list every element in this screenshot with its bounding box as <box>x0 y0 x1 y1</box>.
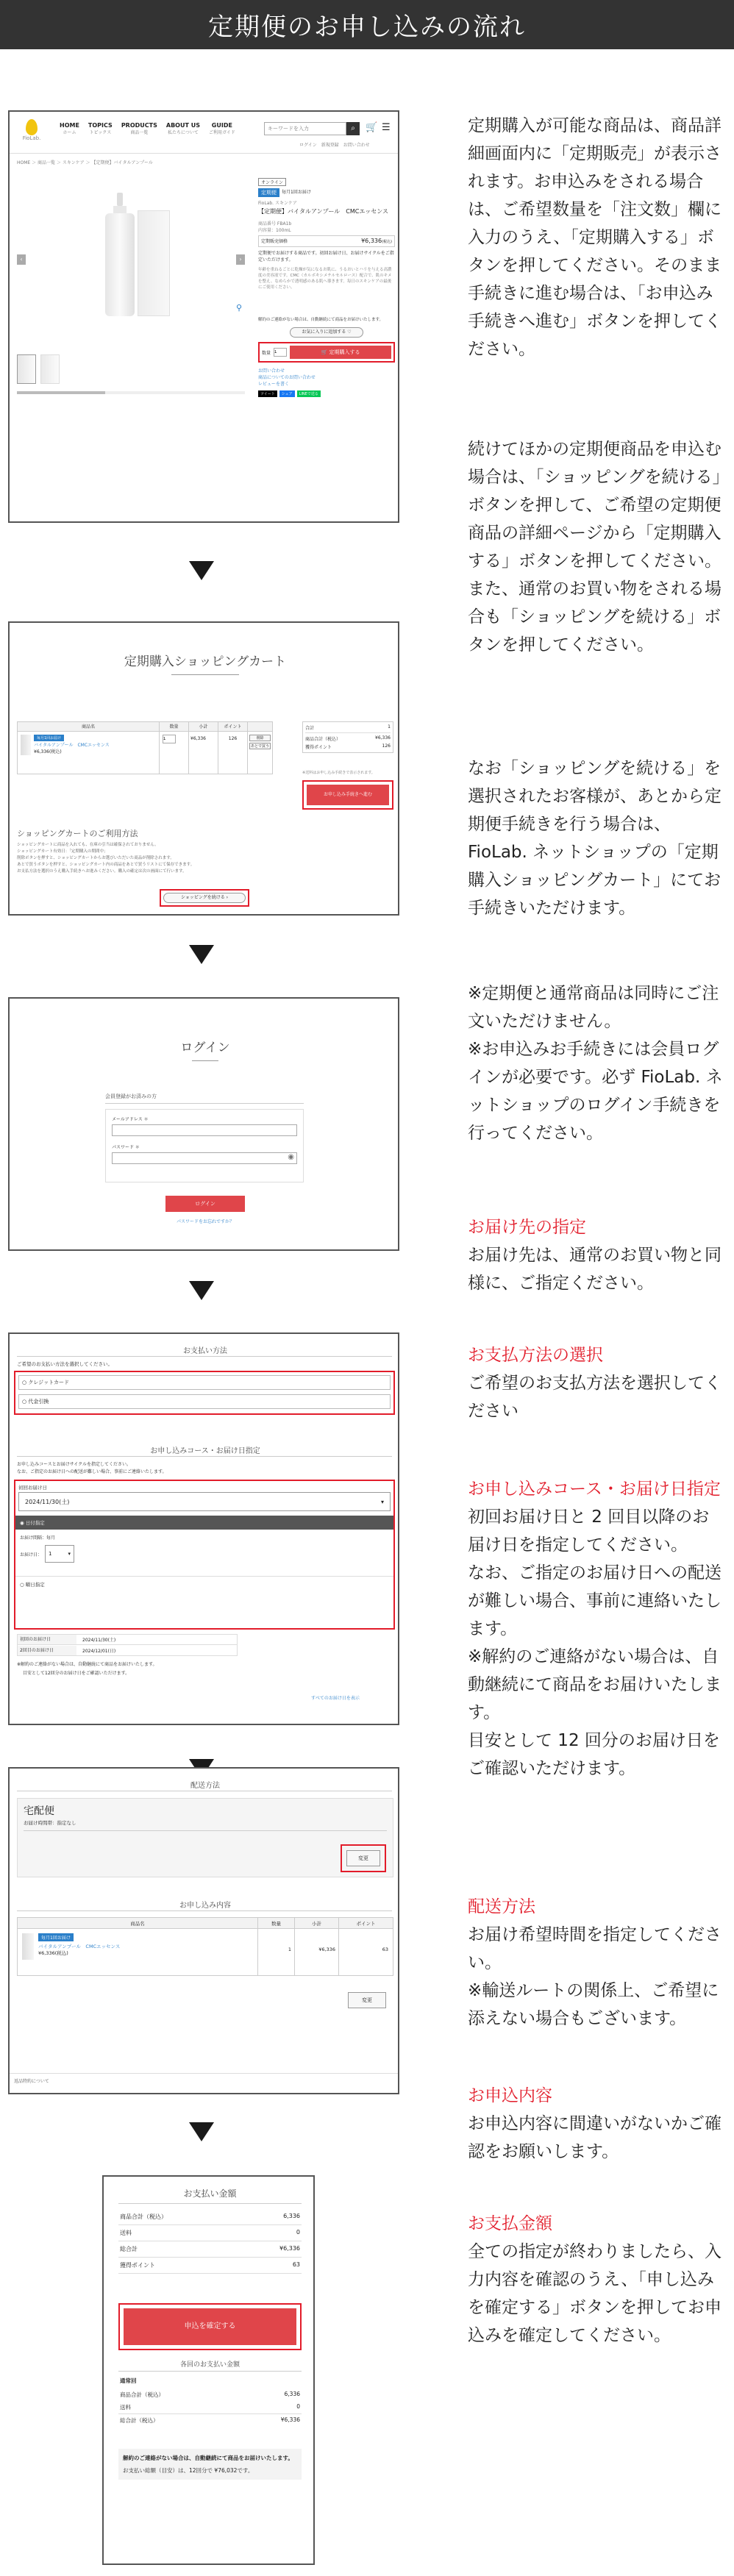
quantity-input[interactable] <box>274 348 287 357</box>
date-option-selected[interactable] <box>15 1516 393 1530</box>
course-note-1: お申し込みコースとお届けサイクルを指定してください。 <box>17 1462 131 1467</box>
col-points: ポイント <box>218 722 247 731</box>
table-row <box>17 1929 393 1976</box>
shipping-note: ※送料はお申し込み手続きで表示されます。 <box>302 771 375 775</box>
confirm-box <box>118 2303 302 2350</box>
price-value: ¥6,336 <box>361 238 382 244</box>
goods-total: 6,336 <box>283 2213 300 2219</box>
explanation-10 <box>468 2210 725 2350</box>
bottle-image <box>105 193 135 316</box>
line-button[interactable]: LINEで送る <box>297 390 321 397</box>
link-inquiry[interactable]: お問い合わせ <box>258 368 285 374</box>
title-underline <box>171 674 239 675</box>
grand-total: ¥6,336 <box>279 2245 300 2252</box>
item-tag: 毎月1回お届け <box>34 735 64 741</box>
explanation-2b-text: また、通常のお買い物をされる場合も「ショッピングを続ける」ボタンを押してください。 <box>468 579 721 654</box>
explanation-7d-text: 目安として 12 回分のお届け日をご確認いただけます。 <box>468 1731 720 1778</box>
cart-title: 定期購入ショッピングカート <box>124 654 287 669</box>
nav-about[interactable] <box>166 122 200 135</box>
forgot-password-link[interactable]: パスワードをお忘れですか？ <box>176 1219 234 1224</box>
email-label: メールアドレス ＊ <box>112 1117 149 1122</box>
eye-icon[interactable]: ◉ <box>288 1153 294 1161</box>
payment-note: ご希望のお支払い方法を選択してください。 <box>17 1361 113 1367</box>
arrow-circle-icon: › <box>226 895 229 900</box>
each-shipping-label: 送料 <box>120 2404 131 2411</box>
cart-summary <box>302 721 393 753</box>
logo-text: FioLab. <box>22 135 41 141</box>
col-subtotal: 小計 <box>294 1918 338 1928</box>
subscription-note: 定期便でお届けする商品です。初回お届け日、お届けサイクルをご指定いただけます。 <box>258 251 394 263</box>
each-sub: 通常回 <box>120 2377 137 2384</box>
save-later-button[interactable]: あとで買う <box>250 744 269 749</box>
heading-order-contents: お申込内容 <box>468 2086 552 2105</box>
col-name: 商品名 <box>130 1921 145 1927</box>
explanation-4-text: ※定期便と通常商品は同時にご注文いただけません。 <box>468 984 719 1031</box>
note-box <box>118 2449 302 2480</box>
thumb-scrollbar[interactable] <box>17 391 245 394</box>
password-field[interactable] <box>112 1152 297 1164</box>
subscribe-button[interactable] <box>290 346 391 359</box>
page-header <box>0 0 734 49</box>
nav-home-label: HOME <box>60 122 79 129</box>
login-form <box>105 1109 304 1182</box>
cod-option[interactable] <box>18 1394 391 1409</box>
heading-payment-amount: お支払金額 <box>468 2214 552 2233</box>
explanation-6 <box>468 1341 725 1425</box>
product-name: 【定期便】バイタルアンプール CMCエッセンス <box>258 208 388 215</box>
radio-icon: ○ <box>22 1399 27 1405</box>
shipping-fee: 0 <box>296 2229 300 2236</box>
email-field[interactable] <box>112 1124 297 1136</box>
price-tax: (税込) <box>382 240 392 244</box>
explanation-2-text: 続けてほかの定期便商品を申込む場合は、「ショッピングを続ける」ボタンを押して、ご希望の定期便商品の詳細ページから「定期購入する」ボタンを押してください。 <box>468 440 721 571</box>
explanation-1-text: 定期購入が可能な商品は、商品詳細画面内に「定期販売」が表示されます。お申込みをされる場合は、ご希望数量を「注文数」欄に入力のうえ、「定期購入する」ボタンを押してください。そのまま手続きに進む場合は、「お申込み手続きへ進む」ボタンを押してください。 <box>468 116 721 359</box>
day-select[interactable] <box>45 1545 74 1563</box>
brand-name: FioLab. スキンケア <box>258 201 297 206</box>
explanation-9-text: お申込内容に間違いがないかご確認をお願いします。 <box>468 2114 721 2161</box>
item-price: ¥6,336(税込) <box>38 1950 68 1956</box>
proceed-button[interactable]: お申し込み手続きへ進む <box>307 785 389 805</box>
subscription-badge: 定期便 <box>258 188 279 197</box>
amount-rule <box>118 2203 302 2204</box>
favorite-button[interactable] <box>290 327 363 338</box>
search-input[interactable] <box>264 122 346 135</box>
each-goods: 6,336 <box>284 2391 300 2397</box>
heading-course: お申し込みコース・お届け日指定 <box>468 1480 721 1499</box>
heading-shipping: 配送方法 <box>468 1897 535 1916</box>
ship-change-box <box>341 1844 386 1872</box>
product-image-area <box>17 178 245 349</box>
explanation-8-text: お届け希望時間を指定してください。 <box>468 1925 721 1972</box>
continue-shopping-button[interactable] <box>163 893 246 903</box>
radio-icon: ○ <box>22 1380 27 1385</box>
explanation-2 <box>468 435 725 659</box>
online-badge: オンライン <box>258 178 286 186</box>
favorite-button-label: お気に入りに追加する <box>302 329 346 335</box>
breadcrumb: HOME ＞ 商品一覧 ＞ スキンケア ＞ 【定期便】バイタルアンプール <box>17 160 153 165</box>
payment-rule <box>17 1356 392 1357</box>
subtitle-rule <box>105 1103 304 1104</box>
page-title: 定期便のお申し込みの流れ <box>208 13 526 42</box>
content-table <box>17 1917 393 1976</box>
nav-products-label: PRODUCTS <box>121 122 157 129</box>
nav-about-sub: 私たちについて <box>167 130 199 135</box>
guide-line-1: ショッピングカートに商品を入れても、在庫の引当は確保されておりません。 <box>17 843 159 847</box>
nav-home-sub: ホーム <box>63 130 76 135</box>
explanation-6-text: ご希望のお支払方法を選択してください <box>468 1374 721 1421</box>
nav-topics[interactable] <box>88 122 113 135</box>
login-title: ログイン <box>180 1041 230 1055</box>
ship-method: 宅配便 <box>24 1805 54 1817</box>
sum-total: 1 <box>388 724 391 729</box>
auto-renew-bold: 解約のご連絡がない場合は、自動継続にて商品をお届けいたします。 <box>123 2455 293 2461</box>
qty-label: 数量 <box>262 350 271 356</box>
proceed-box <box>302 780 393 810</box>
login-subtitle: 会員登録がお済みの方 <box>105 1093 157 1099</box>
guide-line-2: ショッピングカート有効日：「定期購入の期間中」 <box>17 849 108 854</box>
first-date-select[interactable] <box>18 1492 391 1511</box>
continue-shopping-label: ショッピングを続ける <box>180 895 225 900</box>
ship-time: お届け時間帯：指定なし <box>24 1820 76 1826</box>
guide-line-3: 削除ボタンを押すと、ショッピングカートからお選びいただいた商品が削除されます。 <box>17 856 174 860</box>
sum-goods-label: 商品合計（税込） <box>305 737 341 742</box>
explanation-8 <box>468 1893 725 2033</box>
col-subtotal: 小計 <box>188 722 218 731</box>
course-box <box>14 1480 395 1630</box>
item-qty-input[interactable] <box>163 735 176 743</box>
credit-card-label: クレジットカード <box>28 1380 69 1385</box>
radio-checked-icon: ◉ <box>20 1520 24 1526</box>
nav-products[interactable] <box>121 122 157 135</box>
search-icon[interactable]: ⌕ <box>346 122 360 135</box>
explanation-3-text: なお「ショッピングを続ける」を選択されたお客様が、あとから定期便手続きを行う場合は、FioLab. ネットショップの「定期購入ショッピングカート」にてお手続きいただけます。 <box>468 759 721 918</box>
content-change-button[interactable]: 変更 <box>348 1992 386 2008</box>
weekday-option[interactable] <box>15 1576 393 1592</box>
date-option-label: 日付指定 <box>25 1520 45 1526</box>
col-name: 商品名 <box>81 724 95 729</box>
item-subtotal: ¥6,336 <box>188 732 218 774</box>
cart-table <box>17 721 273 774</box>
first-delivery-date: 2024/11/30(土) <box>82 1638 116 1643</box>
delete-button[interactable]: 削除 <box>249 735 271 741</box>
flow-arrow-5 <box>189 2122 214 2141</box>
each-title: 各回のお支払い金額 <box>179 2361 240 2369</box>
cycle-text: 毎月1回お届け <box>282 190 311 195</box>
day-label: お届け日： <box>20 1552 43 1558</box>
explanation-4b-text: ※お申込みお手続きには会員ログインが必要です。必ず FioLab. ネットショップのログイン手続きを行ってください。 <box>468 1040 723 1143</box>
item-tag: 毎月1回お届け <box>38 1933 74 1941</box>
auto-renew-note-2: 目安として12回分のお届け日をご確認いただけます。 <box>23 1671 130 1676</box>
sum-total-label: 合計 <box>305 726 315 731</box>
first-date-value: 2024/11/30(土) <box>25 1498 70 1505</box>
cart-small-icon: 🛒 <box>321 349 328 355</box>
table-row <box>17 732 273 774</box>
cart-guide <box>17 827 392 875</box>
day-value: 1 <box>49 1551 52 1557</box>
points-label: 獲得ポイント <box>120 2262 155 2269</box>
global-nav <box>60 122 235 135</box>
sum-points-label: 獲得ポイント <box>305 745 332 750</box>
nav-guide[interactable] <box>209 122 235 135</box>
chevron-down-icon: ▾ <box>380 1498 384 1505</box>
content-title: お申し込み内容 <box>179 1902 231 1910</box>
item-price: ¥6,336(税込) <box>34 749 62 754</box>
auto-renew-note: ※解約のご連絡がない場合は、自動継続にて商品をお届けいたします。 <box>17 1662 157 1667</box>
screenshot-shipping-contents <box>8 1767 399 2094</box>
heading-delivery-address: お届け先の指定 <box>468 1218 586 1237</box>
course-note-2: なお、ご指定のお届け日への配送が難しい場合、事前にご連絡いたします。 <box>17 1469 167 1474</box>
heading-payment-method: お支払方法の選択 <box>468 1346 603 1365</box>
price-label: 定期販売価格 <box>261 239 288 244</box>
each-goods-label: 商品合計（税込） <box>120 2391 164 2398</box>
screenshot-product-detail <box>8 110 399 523</box>
cancel-note: 解約のご連絡がない場合は、自動継続にて商品をお届けいたします。 <box>258 318 384 322</box>
each-table <box>118 2388 302 2427</box>
screenshot-login <box>8 997 399 1251</box>
password-label: パスワード ＊ <box>112 1145 140 1150</box>
col-qty: 数量 <box>257 1918 294 1928</box>
credit-card-option[interactable] <box>18 1375 391 1390</box>
nav-topics-label: TOPICS <box>88 122 113 129</box>
search-box <box>264 122 360 135</box>
nav-guide-label: GUIDE <box>211 122 232 129</box>
amount-title: お支払い金額 <box>183 2188 237 2199</box>
content-rule <box>17 1910 392 1911</box>
explanation-3 <box>468 754 725 922</box>
subscribe-button-label: 定期購入する <box>329 349 360 355</box>
item-name[interactable]: バイタルアンプール CMCエッセンス <box>34 743 110 748</box>
second-delivery-date: 2024/12/01(日) <box>82 1648 116 1654</box>
nav-products-sub: 商品一覧 <box>130 130 149 135</box>
each-shipping: 0 <box>296 2403 300 2410</box>
estimate-note: お支払い総額（目安）は、12回分で ¥76,032です。 <box>123 2467 254 2474</box>
flow-arrow-3 <box>189 1281 214 1300</box>
item-qty: 1 <box>257 1929 294 1975</box>
each-rule <box>118 2371 302 2372</box>
amount-table <box>118 2209 302 2274</box>
each-total: ¥6,336 <box>280 2416 300 2423</box>
link-review[interactable]: レビューを書く <box>258 382 290 387</box>
explanation-4 <box>468 980 725 1147</box>
explanation-8b-text: ※輸送ルートの関係上、ご希望に添えない場合もございます。 <box>468 1981 719 2028</box>
purchase-box <box>258 342 395 363</box>
item-name[interactable]: バイタルアンプール CMCエッセンス <box>38 1944 121 1949</box>
share-button[interactable]: シェア <box>279 390 295 397</box>
returns-link[interactable]: 返品特約について <box>14 2079 49 2084</box>
explanation-5-text: お届け先は、通常のお買い物と同様に、ご指定ください。 <box>468 1246 721 1293</box>
goods-total-label: 商品合計（税込） <box>120 2213 167 2220</box>
ship-box <box>17 1798 393 1877</box>
footer-rule <box>10 2073 399 2074</box>
guide-title: ショッピングカートのご利用方法 <box>17 829 138 838</box>
payment-title: お支払い方法 <box>183 1347 227 1355</box>
sum-points: 126 <box>382 743 391 749</box>
screenshot-payment-course <box>8 1332 399 1725</box>
continue-box <box>160 889 249 907</box>
item-points: 63 <box>338 1929 393 1975</box>
grand-total-label: 総合計 <box>120 2246 138 2252</box>
heart-icon: ♡ <box>347 329 352 335</box>
thumbnails <box>17 354 60 384</box>
col-qty: 数量 <box>159 722 188 731</box>
nav-home[interactable] <box>60 122 79 135</box>
course-rule <box>17 1456 392 1457</box>
explanation-5 <box>468 1213 725 1297</box>
cart-icon[interactable]: 🛒 <box>366 122 378 133</box>
first-date-label: 初回お届け日 <box>18 1485 47 1491</box>
prev-arrow-icon[interactable]: ‹ <box>17 254 26 265</box>
box-image <box>138 210 170 316</box>
header-links[interactable]: ログイン 新規登録 お問い合わせ <box>299 143 370 148</box>
each-total-label: 総合計（税込） <box>120 2417 159 2424</box>
screenshot-subscription-cart <box>8 621 399 916</box>
second-delivery-label: 2回目のお届け日 <box>18 1646 76 1655</box>
item-points: 126 <box>218 732 247 774</box>
item-subtotal: ¥6,336 <box>294 1929 338 1975</box>
nav-about-label: ABOUT US <box>165 122 200 129</box>
product-sku: 商品番号 FBA1b <box>258 221 292 226</box>
course-title: お申し込みコース・お届け日指定 <box>150 1447 260 1455</box>
product-description: 年齢を重ねるごとに乾燥が気になるお肌に、うるおいとハリを与える高濃度の美容液です。CMC（カルボキシメチルセルロース）配合で、肌のキメを整え、なめらかで透明感のある肌へ導きます。毎日のスキンケアの最後にご使用ください。 <box>258 268 392 290</box>
sum-goods: ¥6,336 <box>375 735 391 741</box>
login-button[interactable]: ログイン <box>165 1196 245 1212</box>
screenshot-payment-amount <box>102 2175 315 2565</box>
all-dates-link[interactable]: すべてのお届け日を表示 <box>311 1696 360 1701</box>
explanation-10-text: 全ての指定が終わりましたら、入力内容を確認のうえ、「申し込みを確定する」ボタンを押してお申込みを確定してください。 <box>468 2242 721 2345</box>
points-value: 63 <box>292 2261 300 2268</box>
product-capacity: 内容量：100mL <box>258 228 291 233</box>
link-product-inquiry[interactable]: 商品についてのお問い合わせ <box>258 375 316 380</box>
nav-topics-sub: トピックス <box>89 130 112 135</box>
first-delivery-label: 初回のお届け日 <box>18 1635 76 1644</box>
title-underline <box>192 1060 218 1061</box>
explanation-1 <box>468 112 725 363</box>
thumbnail-2[interactable] <box>40 354 60 384</box>
menu-icon[interactable]: ☰ <box>382 122 391 133</box>
guide-line-4: あとで買うボタンを押すと、ショッピングカート内の商品をあとで買うリストにて保存できます。 <box>17 863 195 867</box>
logo-drop-icon <box>26 119 38 135</box>
product-info <box>258 178 395 397</box>
item-thumbnail <box>22 1933 34 1960</box>
ship-change-button[interactable]: 変更 <box>346 1850 380 1866</box>
divider <box>10 153 399 154</box>
flow-arrow-1 <box>189 561 214 580</box>
guide-line-5: お支払方法を選択のうえ購入手続きへお進みください。購入の確定は次の画面にて行います。 <box>17 869 187 874</box>
shipping-label: 送料 <box>120 2230 132 2236</box>
chevron-down-icon: ▾ <box>68 1551 71 1557</box>
tweet-button[interactable]: ツイート <box>258 390 277 397</box>
nav-guide-sub: ご利用ガイド <box>208 130 235 135</box>
cod-label: 代金引換 <box>28 1399 49 1405</box>
cycle-label: お届け間隔：毎月 <box>20 1535 56 1541</box>
radio-icon: ○ <box>20 1582 24 1588</box>
weekday-option-label: 曜日指定 <box>25 1582 45 1588</box>
explanation-7-text: 初回お届け日と 2 回目以降のお届け日を指定してください。 <box>468 1508 710 1555</box>
explanation-9 <box>468 2082 725 2166</box>
zoom-icon[interactable]: ⚲ <box>236 303 243 313</box>
delivery-dates <box>17 1634 238 1656</box>
payment-options <box>14 1371 395 1415</box>
explanation-7 <box>468 1475 725 1783</box>
thumbnail-1[interactable] <box>17 354 36 384</box>
col-points: ポイント <box>338 1918 393 1928</box>
explanation-7c-text: ※解約のご連絡がない場合は、自動継続にて商品をお届けいたします。 <box>468 1647 721 1722</box>
logo[interactable] <box>18 119 45 141</box>
explanation-7b-text: なお、ご指定のお届け日への配送が難しい場合、事前に連絡いたします。 <box>468 1563 721 1638</box>
next-arrow-icon[interactable]: › <box>236 254 245 265</box>
ship-title: 配送方法 <box>190 1782 220 1790</box>
flow-arrow-2 <box>189 945 214 964</box>
item-thumbnail <box>21 735 31 755</box>
confirm-order-button[interactable]: 申込を確定する <box>124 2308 296 2345</box>
